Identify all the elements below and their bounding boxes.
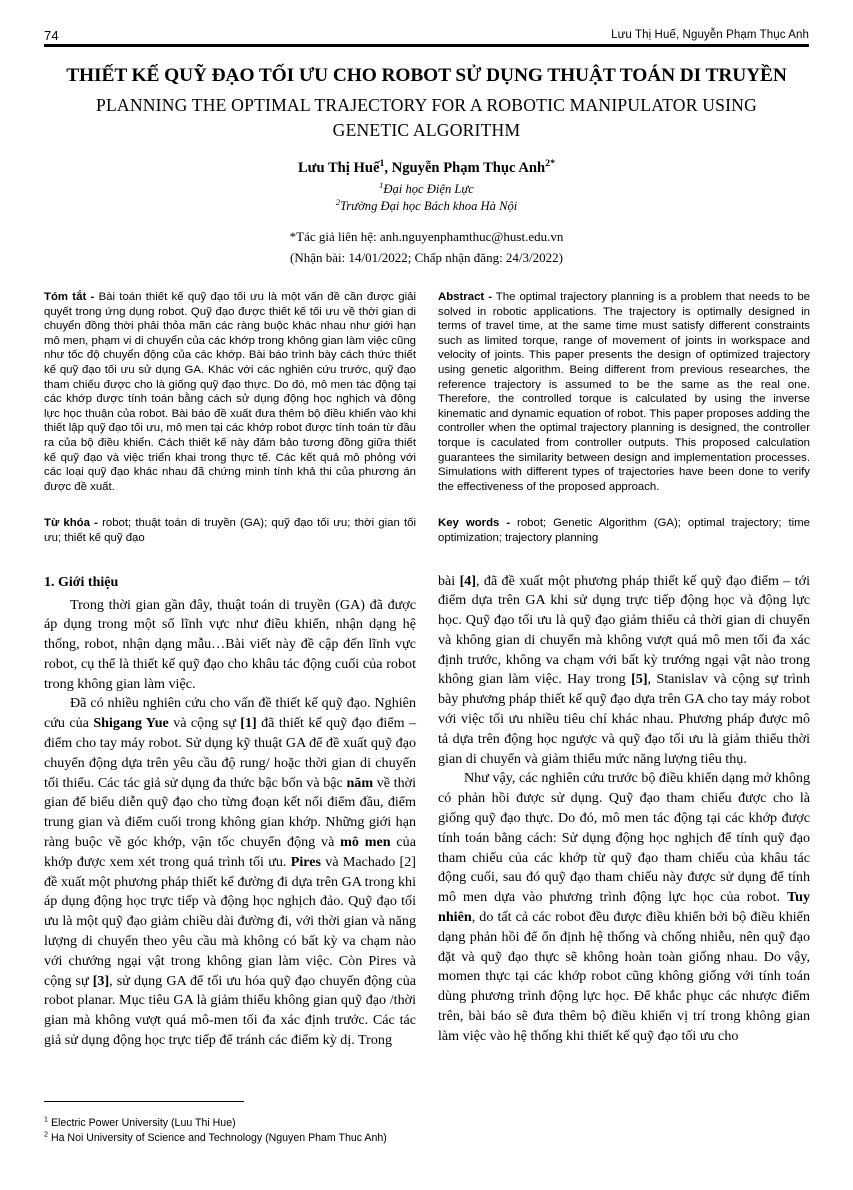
corresponding-author-email[interactable]: *Tác giả liên hệ: anh.nguyenphamthuc@hust.edu.vn [289, 229, 564, 244]
running-header [44, 22, 809, 42]
affiliation-1 [50, 181, 803, 198]
paragraph-text: đã thiết kế quỹ đạo điểm – điểm cho tay máy robot. Sử dụng kỹ thuật GA để đề xuất quỹ đạo chuyển động dựa trên yêu cầu độ rung/ hoặc thời gian di chuyển tối thiểu. Các tác giả sử dụng đa thức bậc bốn và bậc [44, 715, 416, 791]
affiliations [50, 181, 803, 214]
emphasis-tuy-nhien: Tuy nhiên [438, 889, 810, 926]
author-names [50, 158, 803, 178]
footnote-1 [44, 1116, 809, 1131]
page-title-vietnamese: THIẾT KẾ QUỸ ĐẠO TỐI ƯU CHO ROBOT SỬ DỤNG THUẬT TOÁN DI TRUYỀN [66, 65, 787, 86]
keywords-vietnamese-label: Từ khóa - [44, 517, 98, 530]
author-2-affiliation-marker: 2* [545, 158, 556, 170]
keywords-vietnamese [44, 516, 416, 545]
affiliation-2-marker: 2 [335, 196, 340, 207]
author-name-1: Lưu Thị Huế [297, 160, 380, 176]
paragraph-text: và Machado [2] đề xuất một phương pháp thiết kế đường đi dựa trên GA trong khi áp dụng động học trực tiếp và động học nghịch đảo. Quỹ đạo tối ưu là một quỹ đạo giảm chiều dài đường đi, với thời gian và năng lượng di chuyển theo yêu cầu mà không có bất kỳ va chạm nào với chướng ngại vật trong không gian làm việc. Còn Pires và cộng sự [44, 853, 416, 989]
footnote-2-text: Ha Noi University of Science and Technology (Nguyen Pham Thuc Anh) [48, 1132, 387, 1144]
footnote-1-marker: 1 [44, 1114, 48, 1124]
paragraph-text: và cộng sự [168, 715, 241, 732]
page-title-english-line2: GENETIC ALGORITHM [332, 120, 521, 140]
received-accepted-dates: (Nhận bài: 14/01/2022; Chấp nhận đăng: 24/3/2022) [290, 250, 563, 265]
paragraph-text: , Stanislav và cộng sự trình bày phương pháp thiết kế quỹ đạo dựa trên GA cho tay máy robot với việc tối ưu nhiều tiêu chí khác nhau. Phương pháp được mô tả dựa trên động học ngược và quỹ đạo tối ưu là giảm thiểu thời gian di chuyển và giảm thiểu mức năng lượng tiêu thụ. [438, 671, 810, 767]
paragraph-text: bài [438, 572, 460, 589]
abstract-vietnamese [44, 290, 416, 494]
author-1-affiliation-marker: 1 [379, 158, 385, 170]
introduction-body-right [438, 572, 810, 1047]
abstract-english [438, 290, 810, 494]
paragraph-text: Như vậy, các nghiên cứu trước bộ điều khiển dạng mở không có phản hồi được sử dụng. Quỹ đạo tham chiếu được cho là giống quỹ đạo thực. Do đó, mô men tác động tại các khớp được tính toán bằng cách: Sử dụng động học nghịch để tính quỹ đạo tham chiếu của các khớp từ quỹ đạo tham chiếu của khâu tác động cuối, sau đó quỹ đạo tham chiếu này được sử dụng để tính mô men dựa vào phương trình động lực học của robot. [438, 770, 810, 906]
emphasis-nam: năm [346, 774, 374, 791]
author-names-separator: , Nguyễn Phạm Thục Anh [384, 160, 546, 176]
citation-ref-1: [1] [240, 715, 257, 732]
paragraph-text: , đã đề xuất một phương pháp thiết kế quỹ đạo điểm – tới điểm dựa trên GA khi sử dụng trực tiếp động học và động lực học. Quỹ đạo tối ưu là quỹ đạo giảm thiểu cả thời gian di chuyển và không gian di chuyển mà không vượt quá mô men tối đa xác định trước, không va chạm với bất kỳ trướng ngại vật nào trong không gian làm việc. Hay trong [438, 572, 810, 688]
paragraph [438, 572, 810, 770]
author-block [50, 158, 803, 267]
affiliation-1-text: Đại học Điện Lực [383, 182, 474, 196]
affiliation-1-marker: 1 [379, 179, 384, 190]
footnote-2 [44, 1131, 809, 1146]
footnote-separator-rule [44, 1101, 244, 1102]
keywords-english-text: robot; Genetic Algorithm (GA); optimal trajectory; time optimization; trajectory planning [438, 517, 810, 544]
citation-ref-4: [4] [459, 572, 477, 589]
paragraph-text: Đã có nhiều nghiên cứu cho vấn đề thiết kế quỹ đạo. Nghiên cứu của [44, 695, 416, 732]
citation-ref-3: [3] [92, 972, 110, 989]
citation-ref-5: [5] [631, 671, 648, 688]
right-column [438, 290, 810, 1051]
left-column [44, 290, 416, 1051]
keywords-vietnamese-text: robot; thuật toán di truyền (GA); quỹ đạo tối ưu; thời gian tối ưu; thiết kế quỹ đạo [44, 517, 416, 544]
title-block [50, 62, 803, 143]
page-title-english-line1: PLANNING THE OPTIMAL TRAJECTORY FOR A ROBOTIC MANIPULATOR USING [95, 95, 758, 115]
abstract-english-text: The optimal trajectory planning is a problem that needs to be solved in robotic applications. The trajectory is optimally designed in terms of travel time, at the same time must satisfy different constraints such as limited torque, range of movement of joints in workspace and velocity of joints. This paper presents the design of optimized trajectory using genetic algorithm. Being different from previous researches, the reference trajectory is assumed to be the same as the real one. Therefore, the controlled torque is calculated by using the inverse kinematic and dynamic equation of robot. This paper proposes adding the controller when the optimal trajectory planning is designed, the controller torque is caculated from controller outputs. This proposed calculation guarantees the similarity between design and implementation processes. Simulations with different types of trajectories have been done to verify the effectiveness of the proposed approach. [438, 291, 810, 493]
paragraph: Trong thời gian gần đây, thuật toán di truyền (GA) đã được áp dụng trong một số lĩnh vực như điều khiển, nhận dạng hệ thống, robot, nhận dạng mẫu…Bài viết này đề cập đến lĩnh vực robot, cụ thể là thiết kế quỹ đạo cho khâu tác động cuối của robot trong không gian làm việc. [44, 596, 416, 692]
citation-author-shigang-yue: Shigang Yue [93, 715, 169, 732]
abstract-english-label: Abstract - [438, 291, 493, 303]
header-rule [44, 44, 809, 47]
abstract-vietnamese-text: Bài toán thiết kế quỹ đạo tối ưu là một vấn đề cần được giải quyết trong ứng dụng robot. Quỹ đạo được thiết kế tối ưu về thời gian di chuyển đồng thời phải thỏa mãn các ràng buộc khác nhau như giới hạn mô men, phạm vi di chuyển của các khớp trong không gian làm việc cũng như tốc độ chuyển động của các khớp. Bài báo trình bày cách thức thiết kế quỹ đạo tối ưu sử dụng GA. Khác với các nghiên cứu trước, quỹ đạo tham chiếu được cho là giống quỹ đạo thực. Do đó, mô men tác động tại các khớp được tính toán bằng cách sử dụng động học nghịch và động lực học thuận của robot. Bài báo đề xuất đưa thêm bộ điều khiển vào khi thiết lập quỹ đạo tối ưu, mô men tại các khớp robot được tính toán từ đầu ra của bộ điều khiển. Cách thiết kế này đảm bảo tương đồng giữa thiết kế quỹ đạo và việc triển khai trong thực tế. Các kết quả mô phỏng với các loại quỹ đạo khác nhau đã chứng minh tính khả thi của phương án được đề xuất. [44, 291, 416, 493]
section-heading-introduction: 1. Giới thiệu [44, 574, 119, 590]
keywords-english [438, 516, 810, 545]
citation-author-pires: Pires [290, 853, 321, 870]
footnotes [44, 1116, 809, 1146]
paragraph-text: về thời gian để biểu diễn quỹ đạo cho từng đoạn kết nối điểm đầu, điểm trung gian và điểm cuối trong không gian khớp. Những giới hạn ràng buộc về góc khớp, vận tốc chuyển động và [44, 774, 416, 851]
footnote-2-marker: 2 [44, 1129, 48, 1139]
paragraph-text: , do tất cả các robot đều được điều khiển bởi bộ điều khiển dạng phản hồi để ổn định hệ thống và chống nhiễu, nên quỹ đạo đặt và quỹ đạo thực sẽ không hoàn toàn giống nhau. Do vậy, momen thực tại các khớp robot cũng không giống với tính toán dùng phương trình động lực học. Để khắc phục các nhược điểm trên, bài báo sẽ đưa thêm bộ điều khiển vị trí trong không gian làm việc vào hệ thống khi thiết kế quỹ đạo tối ưu cho [438, 909, 810, 1044]
two-column-body [44, 290, 809, 1051]
footnote-1-text: Electric Power University (Luu Thi Hue) [48, 1117, 236, 1129]
introduction-body-left [44, 596, 416, 1051]
emphasis-mo-men: mô men [340, 834, 391, 851]
paragraph-text: của khớp được xem xét trong quá trình tối ưu. [44, 834, 416, 870]
paragraph-text: , sử dụng GA để tối ưu hóa quỹ đạo chuyển động của robot planar. Mục tiêu GA là giảm thiểu không gian quỹ đạo /thời gian mà không vượt quá mô-men tối đa xác định trước. Các tác giả sử dụng động học trực tiếp để tránh các điểm kỳ dị. Trong [44, 972, 416, 1049]
affiliation-2-text: Trường Đại học Bách khoa Hà Nội [339, 198, 518, 213]
running-authors: Lưu Thị Huế, Nguyễn Phạm Thục Anh [611, 29, 809, 41]
page-title-english [50, 93, 803, 143]
paragraph [438, 769, 810, 1046]
keywords-english-label: Key words - [438, 517, 511, 530]
paragraph [44, 694, 416, 1050]
abstract-vietnamese-label: Tóm tắt - [44, 291, 95, 303]
affiliation-2 [50, 198, 803, 215]
page-number: 74 [44, 28, 59, 43]
